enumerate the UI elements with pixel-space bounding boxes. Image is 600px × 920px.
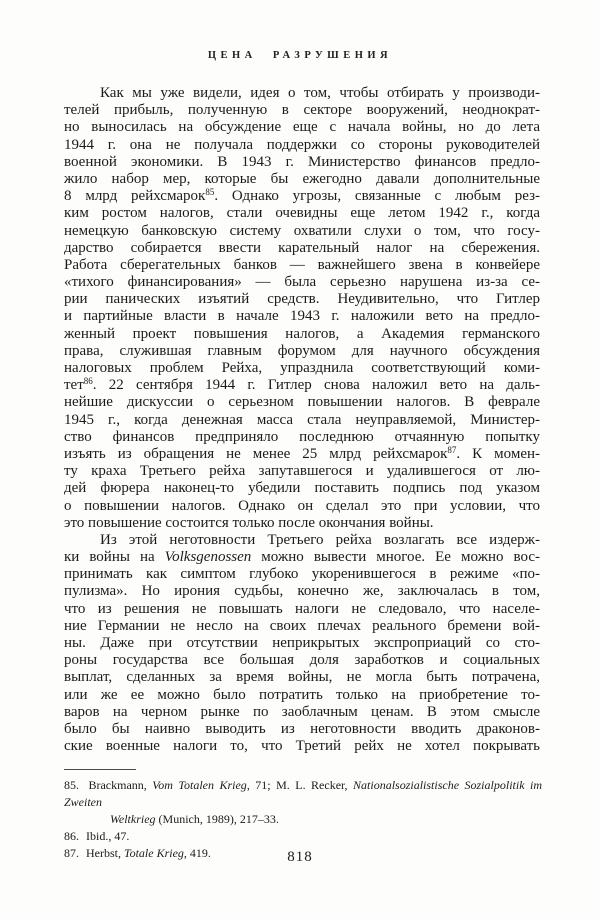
page-number: 818 [287,849,313,865]
text-line: ки войны на Volksgenossen можно вывести многое. Ее можно вос- [64,549,540,566]
text-line: 8 млрд рейхсмарок$^{85}$. Однако угрозы, связанные с любым рез- [64,188,540,205]
text-line: Работа сберегательных банков — важнейшего звена в конвейере [64,256,540,273]
text-line: ние Германии не несло на своих плечах реального бремени вой- [64,617,540,634]
text-line: ны. Даже при отсутствии неприкрытых экспроприаций со сто- [64,635,540,651]
text-line: нейшие дискуссии о серьезном повышении налогов. В феврале [64,394,540,411]
text-line: Как мы уже видели, идея о том, чтобы отбирать у производи- [100,85,540,101]
text-line: 1945 г., когда денежная масса стала неуправляемой, Министер- [64,411,540,428]
text-line: ким ростом налогов, стали очевидны еще летом 1942 г., когда [64,205,540,222]
text-line: и партийные власти в начале 1943 г. наложили вето на предло- [64,308,540,325]
text-line: телей прибыль, полученную в секторе вооружений, неоднократ- [64,102,540,119]
footnote-number: 86. [64,829,79,843]
text-line: ство финансов предприняло последнюю отчаянную попытку [64,428,540,445]
text-line: женный проект повышения налогов, а Академия германского [64,325,540,342]
footnote-number: 85. [64,778,79,792]
body-text [64,85,540,755]
text-line: 1944 г. она не получала поддержки со стороны руководителей [64,136,540,153]
text-line: дарство собирается ввести карательный налог на сбережения. [64,239,540,256]
footnote-continuation: Weltkrieg (Munich, 1989), 217–33. [110,812,279,826]
text-line: варов на черном рынке по заоблачным ценам. В этом смысле [64,703,540,720]
footnote-separator-rule [64,769,136,770]
text-line: но выносилась на обсуждение еще с начала войны, но до лета [64,119,540,136]
text-line: тет$^{86}$. 22 сентября 1944 г. Гитлер снова наложил вето на даль- [64,377,540,394]
paragraph [64,532,540,755]
text-line: жило набор мер, которые бы ежегодно давали дополнительные [64,170,540,187]
text-line: налоговых проблем Рейха, упразднила соответствующий коми- [64,360,540,376]
text-line: выплат, сделанных за время войны, не могла быть потрачена, [64,669,540,686]
text-line: военной экономики. В 1943 г. Министерство финансов предло- [64,153,540,170]
text-line: или же ее можно было потратить только на приобретение то- [64,686,540,703]
text-line: немецкую банковскую систему охватили слухи о том, что госу- [64,222,540,239]
footnote-number: 87. [64,846,79,860]
footnote-item: 86. Ibid., 47. [64,829,130,843]
text-line: Из этой неготовности Третьего рейха возлагать все издерж- [100,531,540,548]
text-line: изъять из обращения не менее 25 млрд рейхсмарок$^{87}$. К момен- [64,445,540,462]
running-header: ЦЕНА РАЗРУШЕНИЯ [207,50,393,61]
paragraph [64,85,540,532]
text-line: было бы наивно выводить из неготовности вводить драконов- [64,720,540,737]
text-line: права, служившая главным форумом для научного обсуждения [64,342,540,359]
text-line: дей фюрера наконец-то убедили поставить подпись под указом [64,480,540,497]
text-line: что из решения не повышать налоги не следовало, что населе- [64,600,540,617]
text-line: пулизма». Но ирония судьбы, конечно же, заключалась в том, [64,583,540,600]
text-line: ту краха Третьего рейха запутавшегося и удалившегося от лю- [64,463,540,480]
text-line: принимать как симптом глубоко укоренившегося в режиме «по- [64,566,540,583]
text-line: это повышение состоится только после окончания войны. [64,514,434,531]
text-line: рии панических изъятий средств. Неудивительно, что Гитлер [64,291,540,308]
footnote-item: 87. Herbst, Totale Krieg, 419. [64,846,211,860]
text-line: роны государства все большая доля заработков и социальных [64,652,540,669]
text-line: «тихого финансирования» — была серьезно нарушена из-за се- [64,274,540,291]
text-line: о повышении налогов. Однако он сделал это при условии, что [64,497,540,514]
text-line: ские военные налоги то, что Третий рейх не хотел покрывать [64,738,540,755]
footnote-item: 85. Brackmann, Vom Totalen Krieg, 71; M. L. Recker, Nationalsozialistische Sozialpolitik im Zweiten [64,778,542,809]
